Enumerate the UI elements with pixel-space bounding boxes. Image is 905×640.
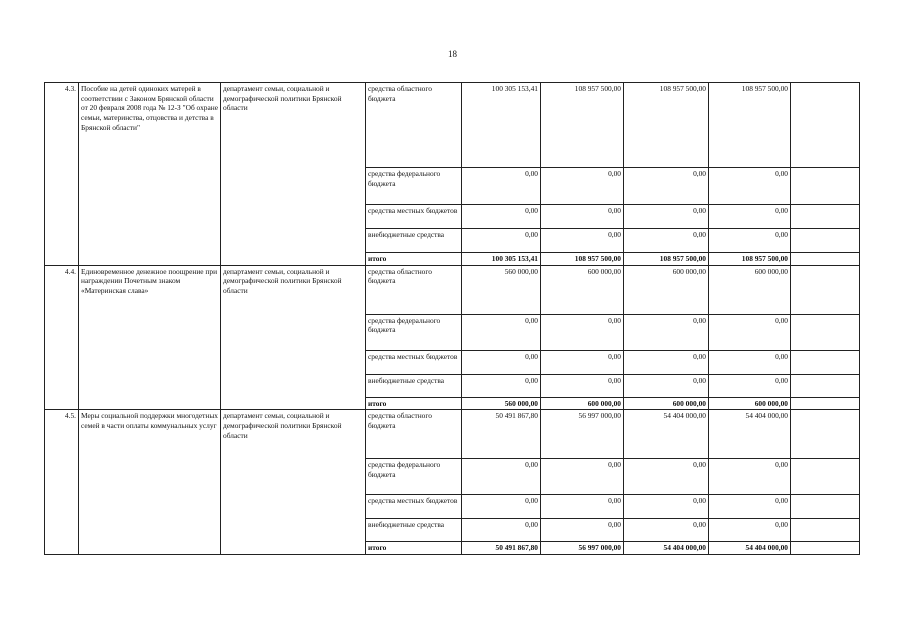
funding-source: средства областного бюджета <box>366 83 462 168</box>
amount-cell: 108 957 500,00 <box>709 83 791 168</box>
amount-cell: 56 997 000,00 <box>541 410 624 459</box>
amount-cell: 0,00 <box>541 229 624 253</box>
amount-cell: 0,00 <box>709 314 791 350</box>
total-amount: 100 305 153,41 <box>462 253 541 266</box>
empty-cell <box>791 410 860 459</box>
amount-cell: 0,00 <box>709 168 791 205</box>
funding-source: внебюджетные средства <box>366 519 462 542</box>
total-amount: 54 404 000,00 <box>709 542 791 555</box>
amount-cell: 0,00 <box>462 519 541 542</box>
table-body <box>45 83 860 555</box>
amount-cell: 0,00 <box>709 229 791 253</box>
total-label: итого <box>366 542 462 555</box>
amount-cell: 0,00 <box>462 374 541 397</box>
empty-cell <box>791 459 860 495</box>
empty-cell <box>791 350 860 374</box>
funding-source: внебюджетные средства <box>366 374 462 397</box>
empty-cell <box>791 229 860 253</box>
amount-cell: 50 491 867,80 <box>462 410 541 459</box>
table-row <box>45 265 860 314</box>
empty-cell <box>791 205 860 229</box>
amount-cell: 0,00 <box>624 459 709 495</box>
amount-cell: 600 000,00 <box>541 265 624 314</box>
total-amount: 108 957 500,00 <box>541 253 624 266</box>
amount-cell: 0,00 <box>462 314 541 350</box>
amount-cell: 0,00 <box>541 168 624 205</box>
amount-cell: 0,00 <box>541 314 624 350</box>
measure-name: Меры социальной поддержки многодетных семей в части оплаты коммунальных услуг <box>79 410 221 555</box>
funding-source: внебюджетные средства <box>366 229 462 253</box>
amount-cell: 0,00 <box>624 205 709 229</box>
executor: департамент семьи, социальной и демографической политики Брянской области <box>221 410 366 555</box>
amount-cell: 0,00 <box>709 495 791 519</box>
amount-cell: 0,00 <box>462 168 541 205</box>
total-amount: 108 957 500,00 <box>709 253 791 266</box>
amount-cell: 0,00 <box>541 205 624 229</box>
amount-cell: 0,00 <box>709 205 791 229</box>
total-amount: 50 491 867,80 <box>462 542 541 555</box>
funding-source: средства местных бюджетов <box>366 495 462 519</box>
amount-cell: 0,00 <box>462 495 541 519</box>
section-index: 4.4. <box>45 265 79 410</box>
empty-cell <box>791 265 860 314</box>
empty-cell <box>791 168 860 205</box>
funding-source: средства федерального бюджета <box>366 168 462 205</box>
total-amount: 600 000,00 <box>541 397 624 410</box>
amount-cell: 108 957 500,00 <box>541 83 624 168</box>
amount-cell: 0,00 <box>709 459 791 495</box>
amount-cell: 108 957 500,00 <box>624 83 709 168</box>
measure-name: Пособие на детей одиноких матерей в соответствии с Законом Брянской области от 20 февраля 2008 года № 12-З "Об охране семьи, материнства, отцовства и детства в Брянской области" <box>79 83 221 266</box>
amount-cell: 0,00 <box>462 459 541 495</box>
amount-cell: 54 404 000,00 <box>709 410 791 459</box>
amount-cell: 0,00 <box>462 205 541 229</box>
amount-cell: 0,00 <box>709 519 791 542</box>
total-amount: 600 000,00 <box>709 397 791 410</box>
empty-cell <box>791 314 860 350</box>
amount-cell: 0,00 <box>541 519 624 542</box>
amount-cell: 0,00 <box>624 350 709 374</box>
amount-cell: 0,00 <box>624 168 709 205</box>
funding-source: средства федерального бюджета <box>366 314 462 350</box>
amount-cell: 0,00 <box>624 229 709 253</box>
empty-cell <box>791 374 860 397</box>
total-label: итого <box>366 253 462 266</box>
funding-table <box>44 82 860 555</box>
amount-cell: 0,00 <box>624 374 709 397</box>
empty-cell <box>791 542 860 555</box>
empty-cell <box>791 519 860 542</box>
amount-cell: 0,00 <box>541 495 624 519</box>
amount-cell: 600 000,00 <box>624 265 709 314</box>
amount-cell: 54 404 000,00 <box>624 410 709 459</box>
amount-cell: 0,00 <box>624 314 709 350</box>
amount-cell: 600 000,00 <box>709 265 791 314</box>
executor: департамент семьи, социальной и демографической политики Брянской области <box>221 83 366 266</box>
page-number: 18 <box>448 49 457 59</box>
total-amount: 56 997 000,00 <box>541 542 624 555</box>
amount-cell: 0,00 <box>541 350 624 374</box>
amount-cell: 100 305 153,41 <box>462 83 541 168</box>
amount-cell: 0,00 <box>624 519 709 542</box>
total-amount: 600 000,00 <box>624 397 709 410</box>
funding-source: средства местных бюджетов <box>366 350 462 374</box>
amount-cell: 0,00 <box>624 495 709 519</box>
section-index: 4.3. <box>45 83 79 266</box>
executor: департамент семьи, социальной и демографической политики Брянской области <box>221 265 366 410</box>
section-index: 4.5. <box>45 410 79 555</box>
funding-source: средства областного бюджета <box>366 265 462 314</box>
amount-cell: 0,00 <box>541 374 624 397</box>
total-amount: 560 000,00 <box>462 397 541 410</box>
total-amount: 108 957 500,00 <box>624 253 709 266</box>
empty-cell <box>791 495 860 519</box>
funding-source: средства местных бюджетов <box>366 205 462 229</box>
amount-cell: 0,00 <box>709 350 791 374</box>
funding-source: средства областного бюджета <box>366 410 462 459</box>
amount-cell: 0,00 <box>709 374 791 397</box>
total-label: итого <box>366 397 462 410</box>
amount-cell: 0,00 <box>462 350 541 374</box>
table-row <box>45 83 860 168</box>
table-row <box>45 410 860 459</box>
empty-cell <box>791 253 860 266</box>
empty-cell <box>791 397 860 410</box>
funding-source: средства федерального бюджета <box>366 459 462 495</box>
measure-name: Единовременное денежное поощрение при награждении Почетным знаком «Материнская слава» <box>79 265 221 410</box>
total-amount: 54 404 000,00 <box>624 542 709 555</box>
empty-cell <box>791 83 860 168</box>
amount-cell: 0,00 <box>541 459 624 495</box>
amount-cell: 560 000,00 <box>462 265 541 314</box>
amount-cell: 0,00 <box>462 229 541 253</box>
